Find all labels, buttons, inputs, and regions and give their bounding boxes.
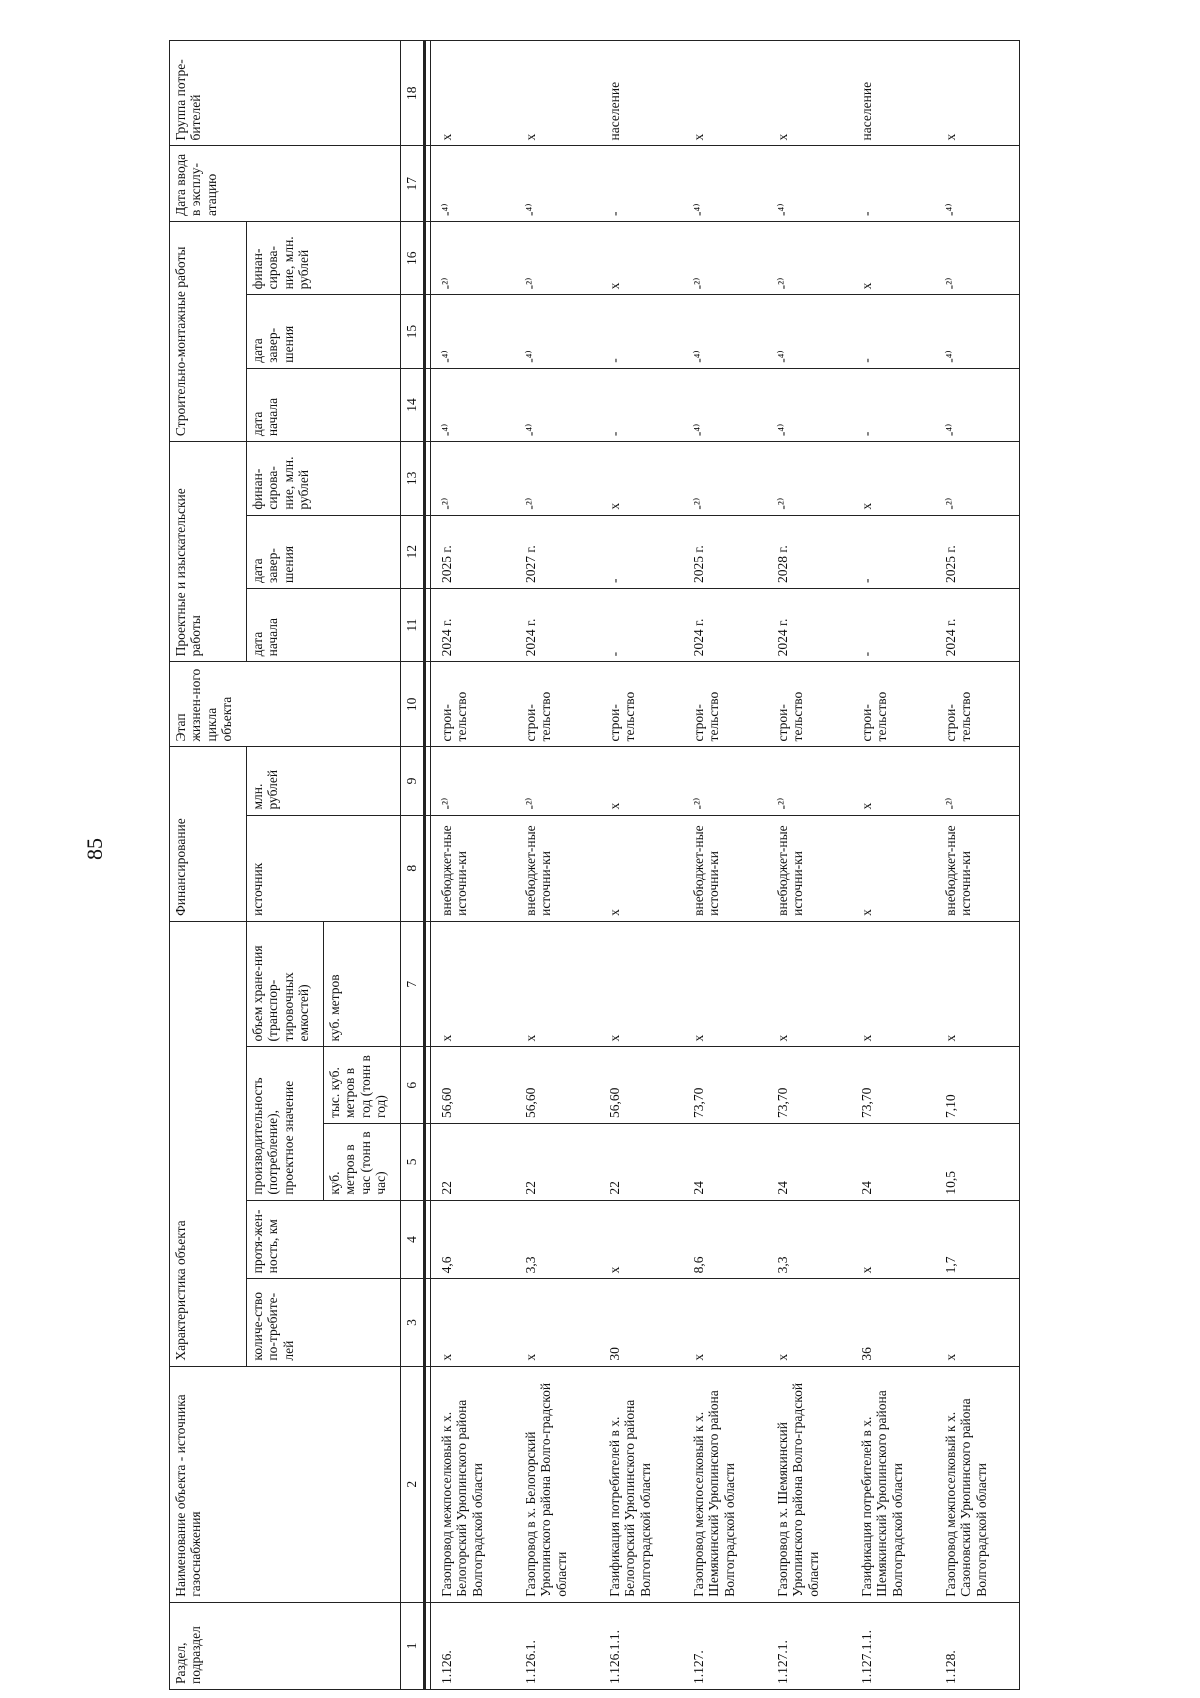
table-body bbox=[425, 41, 1020, 1690]
table-cell-col-2: Газопровод в х. Белогорский Урюпинского района Волго-градской области bbox=[515, 1366, 599, 1602]
header-section: Раздел, подраздел bbox=[170, 1602, 401, 1689]
table-cell-col-18: х bbox=[935, 41, 1020, 146]
column-number: 15 bbox=[401, 295, 425, 368]
header-consumers-count: количе-ство по-требите-лей bbox=[247, 1279, 401, 1366]
header-design-financing: финан-сирова-ние, млн. рублей bbox=[247, 442, 401, 515]
header-construction-financing: финан-сирова-ние, млн. рублей bbox=[247, 221, 401, 294]
table-cell-col-10: строи-тельство bbox=[683, 662, 767, 747]
table-cell-col-6: 56,60 bbox=[515, 1047, 599, 1124]
table-cell-col-14: -⁴⁾ bbox=[683, 368, 767, 441]
table-cell-col-9: -²⁾ bbox=[515, 747, 599, 815]
table-cell-col-9: х bbox=[851, 747, 935, 815]
table-cell-col-1: 1.126.1.1. bbox=[599, 1602, 683, 1689]
column-number: 7 bbox=[401, 921, 425, 1047]
table-cell-col-15: - bbox=[851, 295, 935, 368]
table-cell-col-13: х bbox=[599, 442, 683, 515]
table-cell-col-9: -²⁾ bbox=[431, 747, 516, 815]
table-cell-col-4: 8,6 bbox=[683, 1200, 767, 1279]
table-cell-col-8: внебюджет-ные источни-ки bbox=[935, 815, 1020, 921]
header-characteristics: Характеристика объекта bbox=[170, 921, 247, 1366]
column-number: 17 bbox=[401, 146, 425, 222]
header-construction: Строительно-монтажные работы bbox=[170, 221, 247, 441]
page-number: 85 bbox=[82, 838, 107, 860]
table-cell-col-18: х bbox=[683, 41, 767, 146]
table-cell-col-16: -²⁾ bbox=[683, 221, 767, 294]
table-cell-col-7: х bbox=[683, 921, 767, 1047]
table-cell-col-12: 2025 г. bbox=[683, 515, 767, 588]
table-cell-col-4: х bbox=[851, 1200, 935, 1279]
table-cell-col-5: 22 bbox=[431, 1124, 516, 1201]
table-cell-col-1: 1.126.1. bbox=[515, 1602, 599, 1689]
header-design-end: дата завер-шения bbox=[247, 515, 401, 588]
table-cell-col-18: х bbox=[767, 41, 851, 146]
table-cell-col-4: 1,7 bbox=[935, 1200, 1020, 1279]
column-number: 16 bbox=[401, 221, 425, 294]
header-consumer-group: Группа потре-бителей bbox=[170, 41, 401, 146]
table-cell-col-11: - bbox=[599, 588, 683, 661]
table-cell-col-3: х bbox=[767, 1279, 851, 1366]
table-cell-col-2: Газопровод в х. Шемякинский Урюпинского района Волго-градской области bbox=[767, 1366, 851, 1602]
table-cell-col-1: 1.126. bbox=[431, 1602, 516, 1689]
column-number: 12 bbox=[401, 515, 425, 588]
table-cell-col-12: - bbox=[599, 515, 683, 588]
column-number: 11 bbox=[401, 588, 425, 661]
table-cell-col-10: строи-тельство bbox=[935, 662, 1020, 747]
table-cell-col-8: внебюджет-ные источни-ки bbox=[683, 815, 767, 921]
table-cell-col-16: -²⁾ bbox=[935, 221, 1020, 294]
column-numbers-row bbox=[401, 41, 425, 1690]
table-cell-col-18: население bbox=[851, 41, 935, 146]
table-cell-col-2: Газификация потребителей в х. Шемякинский Урюпинского района Волгоградской области bbox=[851, 1366, 935, 1602]
table-cell-col-1: 1.127.1. bbox=[767, 1602, 851, 1689]
table-row bbox=[935, 41, 1020, 1690]
table-cell-col-13: х bbox=[851, 442, 935, 515]
table-cell-col-15: -⁴⁾ bbox=[683, 295, 767, 368]
table-cell-col-13: -²⁾ bbox=[767, 442, 851, 515]
table-cell-col-16: х bbox=[599, 221, 683, 294]
column-number: 6 bbox=[401, 1047, 425, 1124]
table-cell-col-5: 10,5 bbox=[935, 1124, 1020, 1201]
table-cell-col-3: х bbox=[935, 1279, 1020, 1366]
table-cell-col-6: 56,60 bbox=[431, 1047, 516, 1124]
table-cell-col-13: -²⁾ bbox=[515, 442, 599, 515]
table-cell-col-1: 1.127.1.1. bbox=[851, 1602, 935, 1689]
table-cell-col-13: -²⁾ bbox=[935, 442, 1020, 515]
table-cell-col-10: строи-тельство bbox=[515, 662, 599, 747]
table-cell-col-12: 2027 г. bbox=[515, 515, 599, 588]
table-cell-col-16: -²⁾ bbox=[515, 221, 599, 294]
table-cell-col-7: х bbox=[935, 921, 1020, 1047]
table-cell-col-16: -²⁾ bbox=[767, 221, 851, 294]
table-cell-col-12: 2025 г. bbox=[935, 515, 1020, 588]
column-number: 4 bbox=[401, 1200, 425, 1279]
table-cell-col-6: 73,70 bbox=[683, 1047, 767, 1124]
table-cell-col-1: 1.127. bbox=[683, 1602, 767, 1689]
table-cell-col-7: х bbox=[767, 921, 851, 1047]
table-cell-col-8: х bbox=[599, 815, 683, 921]
column-number: 14 bbox=[401, 368, 425, 441]
table-cell-col-2: Газопровод межпоселковый к х. Белогорский Урюпинского района Волгоградской области bbox=[431, 1366, 516, 1602]
table-cell-col-11: 2024 г. bbox=[683, 588, 767, 661]
table-cell-col-1: 1.128. bbox=[935, 1602, 1020, 1689]
table-cell-col-3: 36 bbox=[851, 1279, 935, 1366]
table-cell-col-10: строи-тельство bbox=[431, 662, 516, 747]
column-number: 8 bbox=[401, 815, 425, 921]
header-name: Наименование объекта - источника газоснабжения bbox=[170, 1366, 401, 1602]
table-cell-col-11: 2024 г. bbox=[935, 588, 1020, 661]
table-cell-col-2: Газификация потребителей в х. Белогорский Урюпинского района Волгоградской области bbox=[599, 1366, 683, 1602]
header-fin-amount: млн. рублей bbox=[247, 747, 401, 815]
table-cell-col-12: 2025 г. bbox=[431, 515, 516, 588]
table-cell-col-4: 4,6 bbox=[431, 1200, 516, 1279]
table-cell-col-5: 24 bbox=[851, 1124, 935, 1201]
header-cap-hour: куб. метров в час (тонн в час) bbox=[324, 1124, 401, 1201]
table-cell-col-15: - bbox=[599, 295, 683, 368]
table-cell-col-18: х bbox=[515, 41, 599, 146]
table-cell-col-17: - bbox=[851, 146, 935, 222]
header-design-start: дата начала bbox=[247, 588, 401, 661]
table-cell-col-14: -⁴⁾ bbox=[515, 368, 599, 441]
table-cell-col-9: -²⁾ bbox=[935, 747, 1020, 815]
table-cell-col-8: внебюджет-ные источни-ки bbox=[431, 815, 516, 921]
table-cell-col-6: 73,70 bbox=[851, 1047, 935, 1124]
table-row bbox=[683, 41, 767, 1690]
header-design: Проектные и изыскательские работы bbox=[170, 442, 247, 662]
table-cell-col-10: строи-тельство bbox=[851, 662, 935, 747]
table-cell-col-11: 2024 г. bbox=[431, 588, 516, 661]
column-number: 1 bbox=[401, 1602, 425, 1689]
table-cell-col-5: 22 bbox=[599, 1124, 683, 1201]
header-storage-unit: куб. метров bbox=[324, 921, 401, 1047]
table-cell-col-17: -⁴⁾ bbox=[431, 146, 516, 222]
table-cell-col-7: х bbox=[599, 921, 683, 1047]
table-cell-col-17: -⁴⁾ bbox=[935, 146, 1020, 222]
table-row bbox=[599, 41, 683, 1690]
table-cell-col-8: внебюджет-ные источни-ки bbox=[515, 815, 599, 921]
column-number: 10 bbox=[401, 662, 425, 747]
table-cell-col-2: Газопровод межпоселковый к х. Шемякинский Урюпинского района Волгоградской области bbox=[683, 1366, 767, 1602]
table-cell-col-17: -⁴⁾ bbox=[515, 146, 599, 222]
column-number: 5 bbox=[401, 1124, 425, 1201]
table-cell-col-3: х bbox=[683, 1279, 767, 1366]
table-cell-col-5: 22 bbox=[515, 1124, 599, 1201]
table-cell-col-3: х bbox=[515, 1279, 599, 1366]
table-cell-col-15: -⁴⁾ bbox=[515, 295, 599, 368]
header-construction-end: дата завер-шения bbox=[247, 295, 401, 368]
table-cell-col-10: строи-тельство bbox=[767, 662, 851, 747]
table-cell-col-3: 30 bbox=[599, 1279, 683, 1366]
rotated-table-container bbox=[169, 40, 1019, 1690]
table-cell-col-17: -⁴⁾ bbox=[683, 146, 767, 222]
table-row bbox=[515, 41, 599, 1690]
header-storage: объем хране-ния (транспор-тировочных емкостей) bbox=[247, 921, 324, 1047]
table-cell-col-2: Газопровод межпоселковый к х. Сазоновский Урюпинского района Волгоградской области bbox=[935, 1366, 1020, 1602]
table-cell-col-11: 2024 г. bbox=[767, 588, 851, 661]
table-cell-col-7: х bbox=[431, 921, 516, 1047]
table-row bbox=[851, 41, 935, 1690]
header-commissioning: Дата ввода в эксплу-атацию bbox=[170, 146, 401, 222]
table-cell-col-16: х bbox=[851, 221, 935, 294]
column-number: 3 bbox=[401, 1279, 425, 1366]
table-cell-col-18: население bbox=[599, 41, 683, 146]
column-number: 18 bbox=[401, 41, 425, 146]
column-number: 13 bbox=[401, 442, 425, 515]
table-cell-col-12: 2028 г. bbox=[767, 515, 851, 588]
header-stage: Этап жизнен-ного цикла объекта bbox=[170, 662, 401, 747]
table-row bbox=[431, 41, 516, 1690]
header-construction-start: дата начала bbox=[247, 368, 401, 441]
table-row bbox=[767, 41, 851, 1690]
table-cell-col-18: х bbox=[431, 41, 516, 146]
table-cell-col-13: -²⁾ bbox=[431, 442, 516, 515]
table-cell-col-5: 24 bbox=[683, 1124, 767, 1201]
table-cell-col-16: -²⁾ bbox=[431, 221, 516, 294]
header-financing: Финансирование bbox=[170, 747, 247, 921]
header-cap-year: тыс. куб. метров в год (тонн в год) bbox=[324, 1047, 401, 1124]
table-cell-col-17: - bbox=[599, 146, 683, 222]
table-cell-col-8: х bbox=[851, 815, 935, 921]
table-cell-col-7: х bbox=[515, 921, 599, 1047]
table-cell-col-14: -⁴⁾ bbox=[431, 368, 516, 441]
table-cell-col-9: -²⁾ bbox=[683, 747, 767, 815]
table-cell-col-7: х bbox=[851, 921, 935, 1047]
table-cell-col-5: 24 bbox=[767, 1124, 851, 1201]
table-cell-col-4: 3,3 bbox=[515, 1200, 599, 1279]
table-cell-col-12: - bbox=[851, 515, 935, 588]
table-cell-col-9: -²⁾ bbox=[767, 747, 851, 815]
table-cell-col-11: 2024 г. bbox=[515, 588, 599, 661]
table-cell-col-4: х bbox=[599, 1200, 683, 1279]
table-cell-col-3: х bbox=[431, 1279, 516, 1366]
table-cell-col-13: -²⁾ bbox=[683, 442, 767, 515]
table-cell-col-14: - bbox=[851, 368, 935, 441]
table-cell-col-9: х bbox=[599, 747, 683, 815]
table-cell-col-6: 7,10 bbox=[935, 1047, 1020, 1124]
header-fin-source: источник bbox=[247, 815, 401, 921]
table-cell-col-6: 73,70 bbox=[767, 1047, 851, 1124]
table-cell-col-17: -⁴⁾ bbox=[767, 146, 851, 222]
table-cell-col-14: - bbox=[599, 368, 683, 441]
gas-supply-table bbox=[169, 40, 1020, 1690]
header-length: протя-жен-ность, км bbox=[247, 1200, 401, 1279]
table-cell-col-14: -⁴⁾ bbox=[767, 368, 851, 441]
table-cell-col-8: внебюджет-ные источни-ки bbox=[767, 815, 851, 921]
table-cell-col-4: 3,3 bbox=[767, 1200, 851, 1279]
table-cell-col-15: -⁴⁾ bbox=[431, 295, 516, 368]
table-cell-col-6: 56,60 bbox=[599, 1047, 683, 1124]
column-number: 2 bbox=[401, 1366, 425, 1602]
table-cell-col-15: -⁴⁾ bbox=[767, 295, 851, 368]
table-cell-col-14: -⁴⁾ bbox=[935, 368, 1020, 441]
header-capacity: производительность (потребление), проектное значение bbox=[247, 1047, 324, 1200]
table-cell-col-10: строи-тельство bbox=[599, 662, 683, 747]
column-number: 9 bbox=[401, 747, 425, 815]
table-cell-col-11: - bbox=[851, 588, 935, 661]
table-cell-col-15: -⁴⁾ bbox=[935, 295, 1020, 368]
